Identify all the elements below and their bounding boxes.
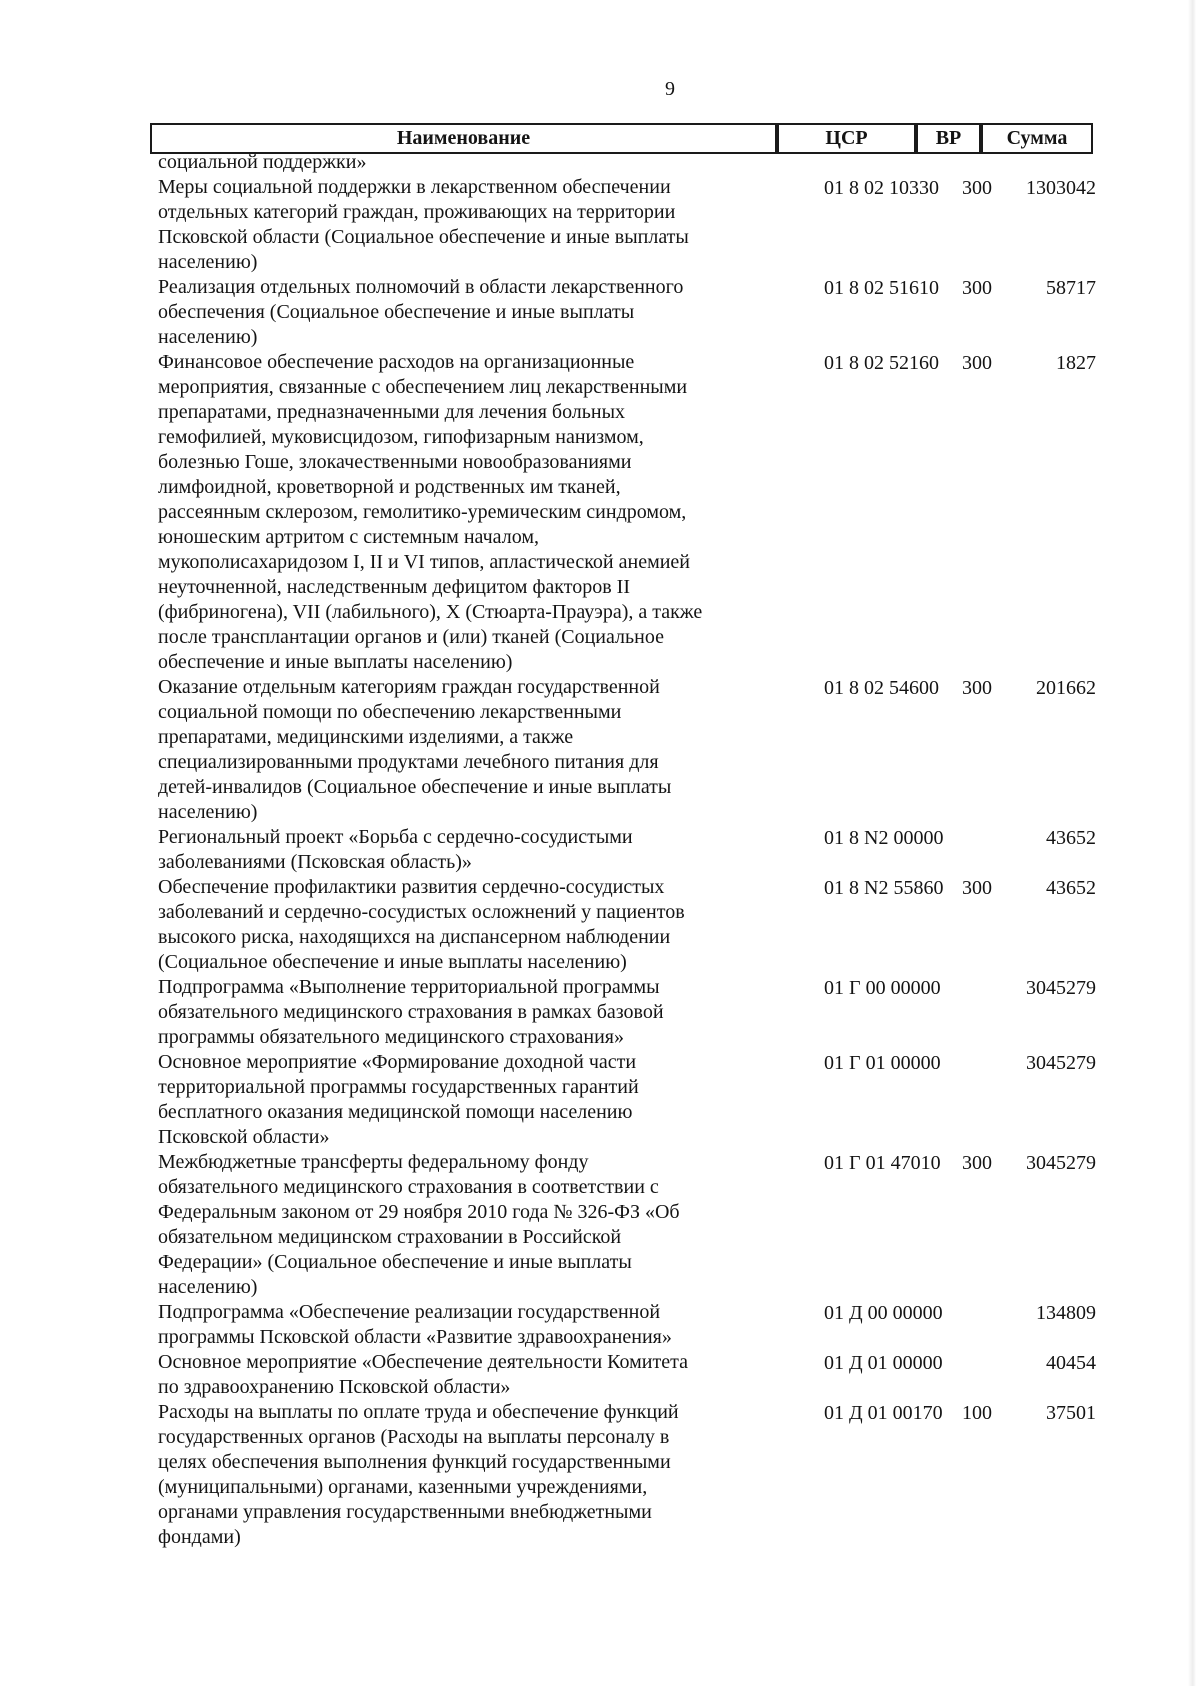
row-sum: 3045279 <box>1026 977 1096 999</box>
column-header-sum: Сумма <box>981 123 1093 154</box>
row-name: Подпрограмма «Выполнение территориальной программы обязательного медицинского страхования в рамках базовой программы обязательного медицинского страхования» <box>158 976 664 1048</box>
table-row <box>158 1300 1118 1350</box>
row-sum: 40454 <box>1046 1352 1096 1374</box>
row-name: Региональный проект «Борьба с сердечно-сосудистыми заболеваниями (Псковская область)» <box>158 826 633 873</box>
row-csr: 01 8 02 10330 <box>824 177 939 199</box>
row-sum: 1827 <box>1056 352 1096 374</box>
row-sum: 43652 <box>1046 827 1096 849</box>
row-sum: 1303042 <box>1026 177 1096 199</box>
table-row <box>158 175 1118 275</box>
scan-edge <box>1188 0 1196 1686</box>
table-row <box>158 875 1118 975</box>
row-csr: 01 Г 01 00000 <box>824 1052 941 1074</box>
row-csr: 01 Д 00 00000 <box>824 1302 943 1324</box>
row-vr: 300 <box>962 177 992 199</box>
row-name: Основное мероприятие «Обеспечение деятельности Комитета по здравоохранению Псковской области» <box>158 1351 688 1398</box>
row-vr: 300 <box>962 677 992 699</box>
row-vr: 300 <box>962 277 992 299</box>
table-row <box>158 1350 1118 1400</box>
row-sum: 37501 <box>1046 1402 1096 1424</box>
column-header-csr: ЦСР <box>777 123 916 154</box>
table-row <box>158 275 1118 350</box>
table-row <box>158 350 1118 675</box>
table-row <box>158 1400 1118 1550</box>
row-sum: 201662 <box>1036 677 1096 699</box>
row-name: Меры социальной поддержки в лекарственном обеспечении отдельных категорий граждан, проживающих на территории Псковской области (Социальное обеспечение и иные выплаты населению) <box>158 176 689 273</box>
row-csr: 01 8 02 51610 <box>824 277 939 299</box>
row-sum: 3045279 <box>1026 1052 1096 1074</box>
column-header-vr: ВР <box>916 123 981 154</box>
row-name: Обеспечение профилактики развития сердечно-сосудистых заболеваний и сердечно-сосудистых осложнений у пациентов высокого риска, находящихся на диспансерном наблюдении (Социальное обеспечение и иные выплаты населению) <box>158 876 685 973</box>
row-sum: 43652 <box>1046 877 1096 899</box>
row-csr: 01 Д 01 00170 <box>824 1402 943 1424</box>
row-sum: 3045279 <box>1026 1152 1096 1174</box>
table-row <box>158 825 1118 875</box>
row-sum: 134809 <box>1036 1302 1096 1324</box>
page-number: 9 <box>665 78 675 100</box>
row-vr: 100 <box>962 1402 992 1424</box>
row-csr: 01 Г 00 00000 <box>824 977 941 999</box>
row-name: Основное мероприятие «Формирование доходной части территориальной программы государственных гарантий бесплатного оказания медицинской помощи населению Псковской области» <box>158 1051 639 1148</box>
row-name: социальной поддержки» <box>158 151 367 173</box>
row-csr: 01 8 N2 00000 <box>824 827 944 849</box>
row-csr: 01 Г 01 47010 <box>824 1152 941 1174</box>
budget-table <box>158 150 1118 1550</box>
table-row <box>158 1150 1118 1300</box>
row-vr: 300 <box>962 877 992 899</box>
row-sum: 58717 <box>1046 277 1096 299</box>
row-csr: 01 Д 01 00000 <box>824 1352 943 1374</box>
row-csr: 01 8 02 52160 <box>824 352 939 374</box>
table-row <box>158 1050 1118 1150</box>
row-name: Финансовое обеспечение расходов на организационные мероприятия, связанные с обеспечением лиц лекарственными препаратами, предназначенными для лечения больных гемофилией, муковисцидозом, гипофизарным нанизмом, болезнью Гоше, злокачественными новообразованиями лимфоидной, кроветворной и родственных им тканей, рассеянным склерозом, гемолитико-уремическим синдромом, юношеским артритом с системным началом, мукополисахаридозом I, II и VI типов, апластической анемией неуточненной, наследственным дефицитом факторов II (фибриногена), VII (лабильного), X (Стюарта-Прауэра), а также после трансплантации органов и (или) тканей (Социальное обеспечение и иные выплаты населению) <box>158 351 703 673</box>
row-name: Оказание отдельным категориям граждан государственной социальной помощи по обеспечению лекарственными препаратами, медицинскими изделиями, а также специализированными продуктами лечебного питания для детей-инвалидов (Социальное обеспечение и иные выплаты населению) <box>158 676 672 823</box>
row-vr: 300 <box>962 1152 992 1174</box>
table-row <box>158 975 1118 1050</box>
table-row <box>158 675 1118 825</box>
row-vr: 300 <box>962 352 992 374</box>
row-name: Подпрограмма «Обеспечение реализации государственной программы Псковской области «Развитие здравоохранения» <box>158 1301 672 1348</box>
row-csr: 01 8 02 54600 <box>824 677 939 699</box>
row-name: Реализация отдельных полномочий в области лекарственного обеспечения (Социальное обеспечение и иные выплаты населению) <box>158 276 684 348</box>
row-csr: 01 8 N2 55860 <box>824 877 944 899</box>
row-name: Расходы на выплаты по оплате труда и обеспечение функций государственных органов (Расходы на выплаты персоналу в целях обеспечения выполнения функций государственными (муниципальными) органами, казенными учреждениями, органами управления государственными внебюджетными фондами) <box>158 1401 679 1548</box>
row-name: Межбюджетные трансферты федеральному фонду обязательного медицинского страхования в соответствии с Федеральным законом от 29 ноября 2010 года № 326-ФЗ «Об обязательном медицинском страховании в Российской Федерации» (Социальное обеспечение и иные выплаты населению) <box>158 1151 680 1298</box>
column-header-name: Наименование <box>150 123 777 154</box>
table-row <box>158 150 1118 175</box>
